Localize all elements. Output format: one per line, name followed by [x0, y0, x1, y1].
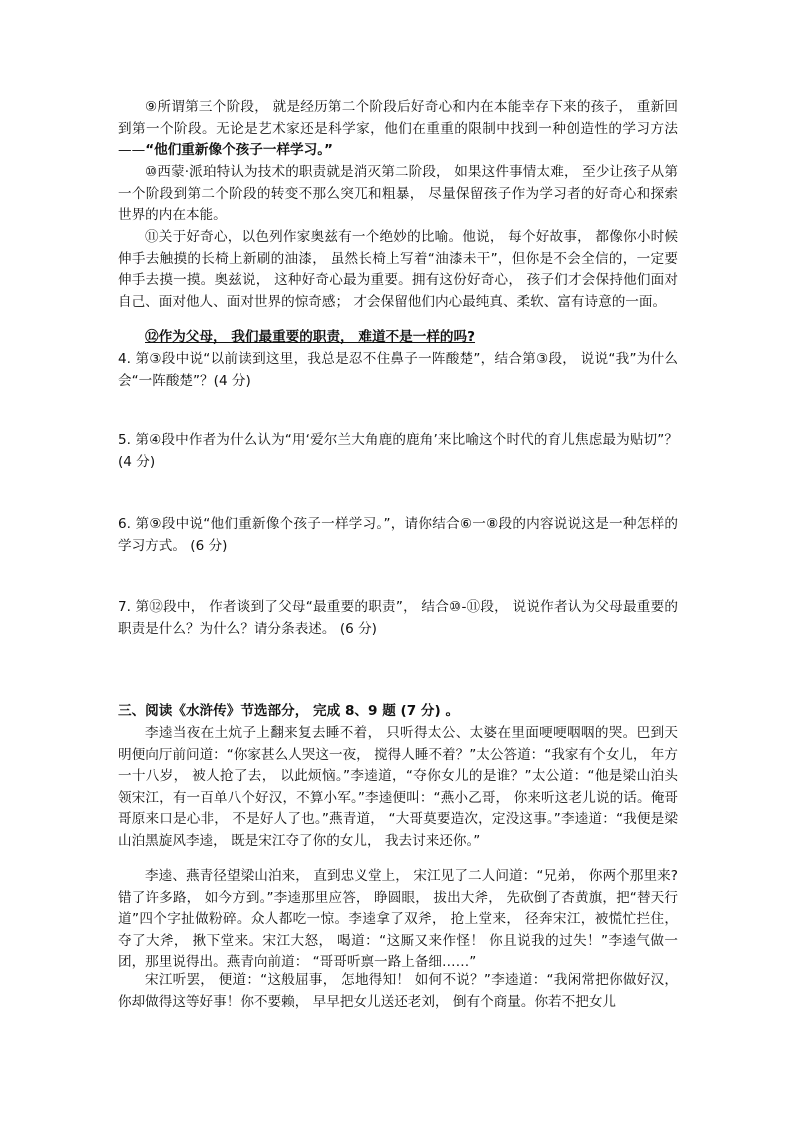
question-6: 6. 第⑨段中说“他们重新像个孩子一样学习。”，请你结合⑥一⑧段的内容说说这是一种怎样的学习方式。 (6 分) — [118, 516, 678, 554]
paragraph-10: ⑩西蒙·派珀特认为技术的职责就是消灭第二阶段， 如果这件事情太难， 至少让孩子从第一个阶段到第二个阶段的转变不那么突兀和粗暴， 尽量保留孩子作为学习者的好奇心和探索世界的内在本能。 — [118, 164, 678, 223]
paragraph-9 — [118, 97, 678, 162]
paragraph-9-bold-quote: “他们重新像个孩子一样学习。” — [145, 142, 333, 158]
question-4: 4. 第③段中说“以前读到这里，我总是忍不住鼻子一阵酸楚”，结合第③段， 说说“我”为什么会“一阵酸楚”？(4 分) — [118, 351, 678, 389]
paragraph-11: ⑪关于好奇心，以色列作家奥兹有一个绝妙的比喻。他说， 每个好故事， 都像你小时候伸手去触摸的长椅上新刷的油漆， 虽然长椅上写着“油漆未干”，但你是不会全信的，一定要伸手去摸一摸。奥兹说， 这种好奇心最为重要。拥有这份好奇心， 孩子们才会保持他们面对自己、面对他人、面对世界的惊奇感； 才会保留他们内心最纯真、柔软、富有诗意的一面。 — [118, 229, 678, 310]
section-3-paragraph-1: 李逵当夜在土炕子上翻来复去睡不着， 只听得太公、太婆在里面哽哽咽咽的哭。巴到天明便向厅前问道：“你家甚么人哭这一夜， 搅得人睡不着？”太公答道：“我家有个女儿， 年方一十八岁， 被人抢了去， 以此烦恼。”李逵道，“夺你女儿的是谁？”太公道：“他是梁山泊头领宋江，有一百单八个好汉，不算小军。”李逵便叫：“燕小乙哥， 你来听这老儿说的话。俺哥哥原来口是心非， 不是好人了也。”燕青道， “大哥莫要造次，定没这事。”李逵道：“我便是梁山泊黑旋风李逵， 既是宋江夺了你的女儿， 我去讨来还你。” — [118, 725, 678, 849]
section-3-paragraph-3: 宋江听罢， 便道：“这般屈事， 怎地得知！ 如何不说？”李逵道：“我闲常把你做好汉，你却做得这等好事！你不要赖， 早早把女儿送还老刘， 倒有个商量。你若不把女儿 — [118, 972, 678, 1010]
question-5: 5. 第④段中作者为什么认为“用‘爱尔兰大角鹿的鹿角’来比喻这个时代的育儿焦虑最为贴切”？(4 分) — [118, 432, 678, 470]
paragraph-12: ⑫作为父母， 我们最重要的职责， 难道不是一样的吗? — [145, 329, 476, 345]
section-3-paragraph-2: 李逵、燕青径望梁山泊来， 直到忠义堂上， 宋江见了二人问道：“兄弟， 你两个那里来?错了许多路， 如今方到。”李逵那里应答， 睁圆眼， 拔出大斧， 先砍倒了杏黄旗，把“替天行道”四个字扯做粉碎。众人都吃一惊。李逵拿了双斧， 抢上堂来， 径奔宋江，被慌忙拦住， 夺了大斧， 揪下堂来。宋江大怒， 喝道：“这厮又来作怪！ 你且说我的过失！”李逵气做一团，那里说得出。燕青向前道： “哥哥听禀一路上备细……” — [118, 868, 678, 970]
section-3-heading: 三、阅读《水浒传》节选部分， 完成 8、9 题 (7 分) 。 — [118, 703, 460, 719]
question-7: 7. 第⑫段中， 作者谈到了父母“最重要的职责”， 结合⑩-⑪段， 说说作者认为父母最重要的职责是什么？为什么？请分条表述。 (6 分) — [118, 599, 678, 637]
paragraph-9-text: ⑨所谓第三个阶段， 就是经历第二个阶段后好奇心和内在本能幸存下来的孩子， 重新回到第一个阶段。无论是艺术家还是科学家，他们在重重的限制中找到一种创造性的学习方法—— — [118, 99, 678, 158]
